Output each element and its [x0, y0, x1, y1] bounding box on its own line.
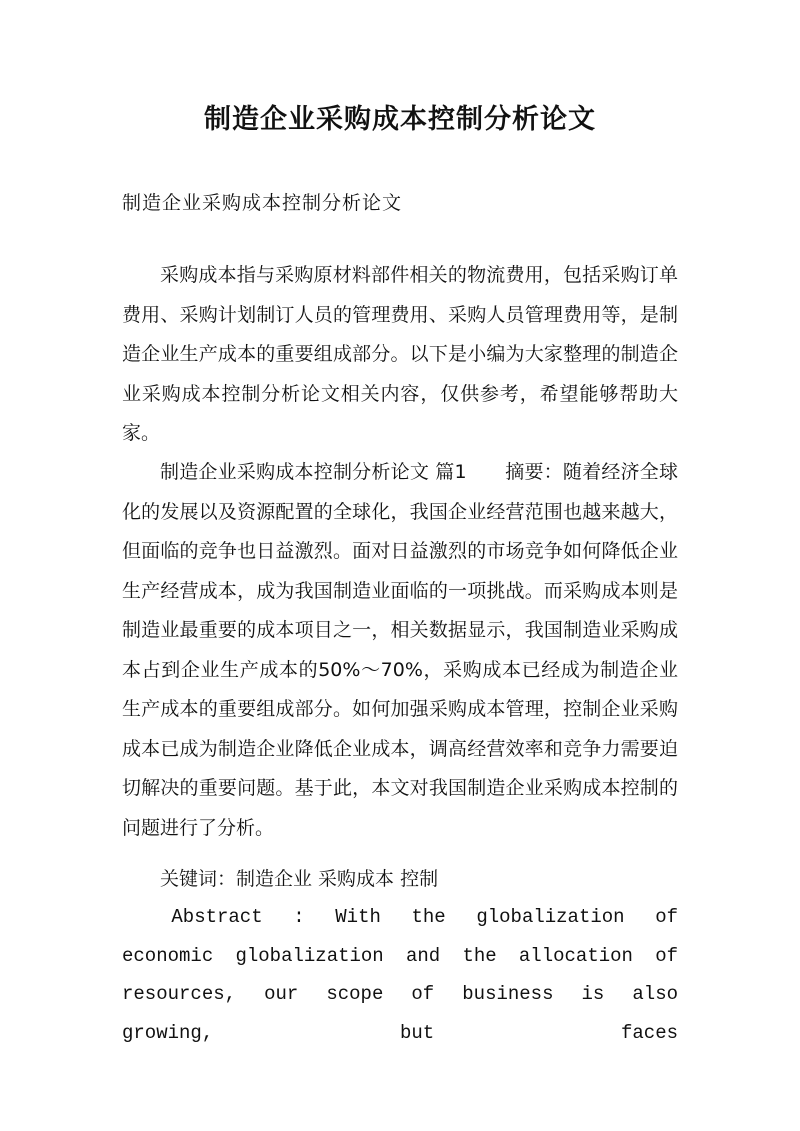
intro-paragraph: 采购成本指与采购原材料部件相关的物流费用，包括采购订单费用、采购计划制订人员的管理费用、采购人员管理费用等，是制造企业生产成本的重要组成部分。以下是小编为大家整理的制造企业采购成本控制分析论文相关内容，仅供参考，希望能够帮助大家。	[122, 264, 678, 444]
abstract-paragraph: Abstract : With the globalization of economic globalization and the allocation of resources, our scope of business is also growing, but faces	[122, 906, 678, 1044]
keywords-line: 关键词：制造企业 采购成本 控制	[160, 868, 439, 890]
section-paragraph: 制造企业采购成本控制分析论文 篇1 摘要：随着经济全球化的发展以及资源配置的全球化，我国企业经营范围也越来越大，但面临的竞争也日益激烈。面对日益激烈的市场竞争如何降低企业生产经营成本，成为我国制造业面临的一项挑战。而采购成本则是制造业最重要的成本项目之一，相关数据显示，我国制造业采购成本占到企业生产成本的50%～70%，采购成本已经成为制造企业生产成本的重要组成部分。如何加强采购成本管理，控制企业采购成本已成为制造企业降低企业成本，调高经营效率和竞争力需要迫切解决的重要问题。基于此，本文对我国制造企业采购成本控制的问题进行了分析。	[122, 461, 678, 839]
document-subtitle: 制造企业采购成本控制分析论文	[122, 192, 403, 214]
document-title: 制造企业采购成本控制分析论文	[204, 104, 596, 135]
